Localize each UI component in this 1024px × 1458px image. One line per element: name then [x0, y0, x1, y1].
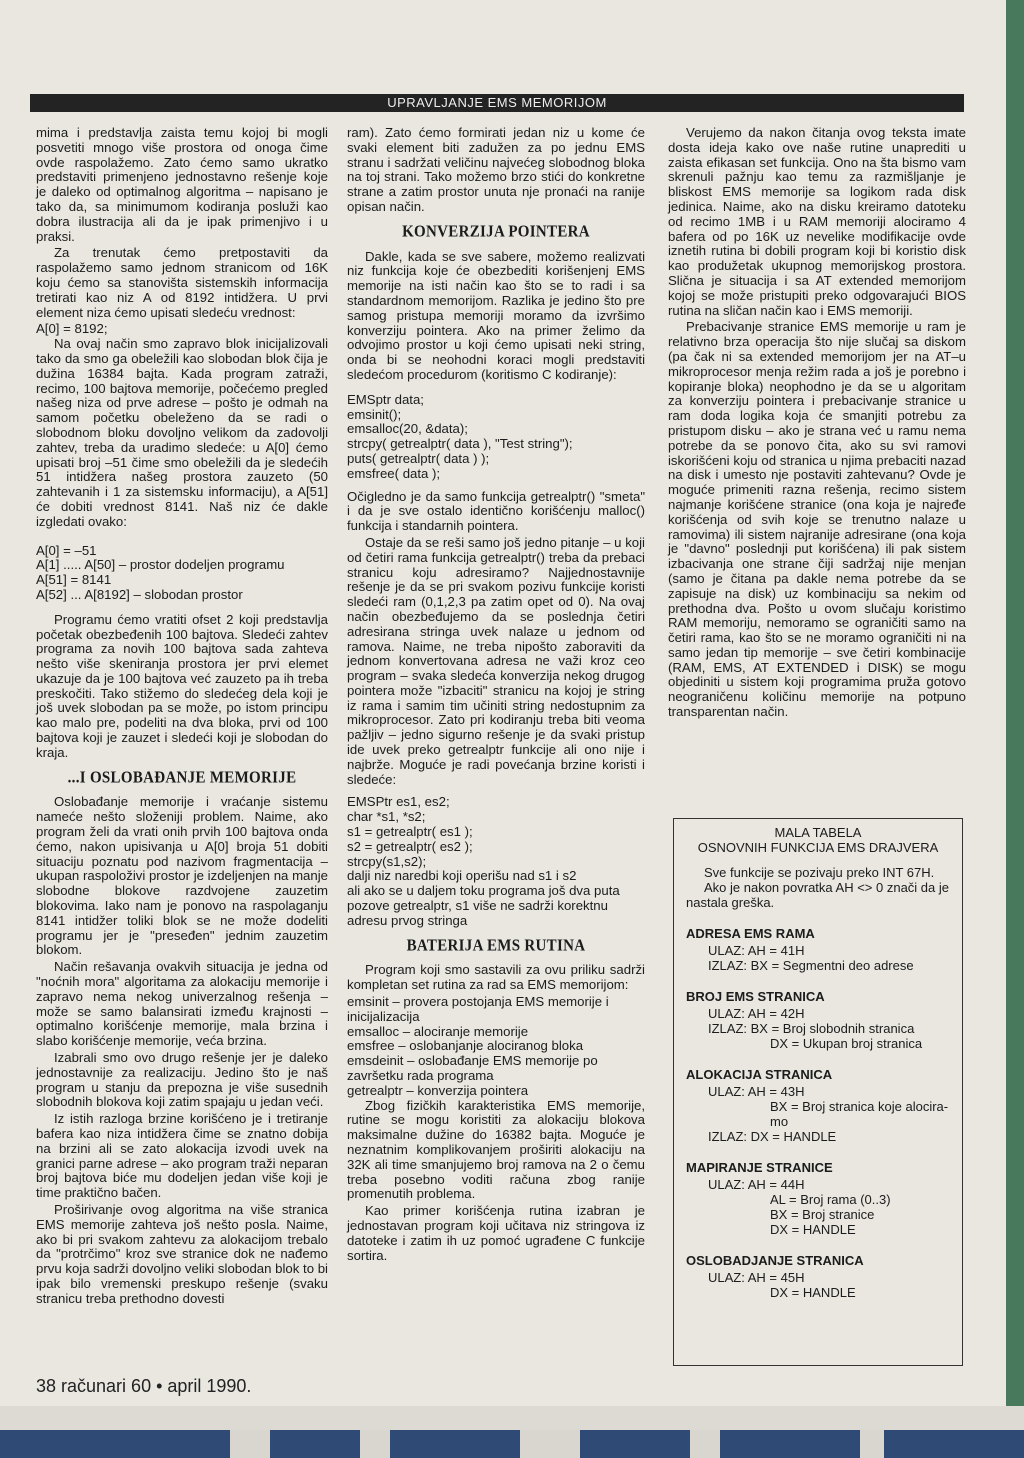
paragraph: Programu ćemo vratiti ofset 2 koji predstavlja početak obezbeđenih 100 bajtova. Sledeći zahtev programa za novih 100 bajtova sada zahteva nešto više skeniranja prostora jer prvi elemet ukazuje da je 100 bajtova već zauzeto pa ih treba preskočiti. Tako stižemo do sledećeg dela koji je još uvek slobodan pa se može, po istom principu kao malo pre, podeliti na dva bloka, prvi od 100 bajtova koji je zauzet i sledeći koji je slobodan do kraja. [36, 611, 328, 760]
code-line: s2 = getrealptr( es2 ); [347, 838, 473, 854]
section-header: UPRAVLJANJE EMS MEMORIJOM [30, 94, 964, 112]
page-edge-strip [1006, 0, 1024, 1458]
paragraph: Očigledno je da samo funkcija getrealptr() "smeta" i da je sve ostalo identično korišćenju malloc() funkcija i standarnih pointera. [347, 488, 645, 534]
box-line: BX = Broj stranice [770, 1207, 875, 1222]
box-heading: BROJ EMS STRANICA [686, 989, 825, 1004]
paragraph: Proširivanje ovog algoritma na više stranica EMS memorije zahteva još nešto posla. Naime, ako bi pri svakom zahtevu za alokacijom trebalo da "protrčimo" kroz sve stranice dok ne nađemo prvu koja sadrži dovoljno veliki slobodan blok to bi ipak bilo vremenski preskupo rešenje (svaku stranicu treba prethodno dovesti [36, 1201, 328, 1306]
section-heading: BATERIJA EMS RUTINA [406, 936, 586, 955]
box-line: IZLAZ: DX = HANDLE [708, 1129, 837, 1144]
box-heading: ADRESA EMS RAMA [686, 926, 815, 941]
code-line: puts( getrealptr( data ) ); [347, 450, 490, 466]
code-line: emsinit(); [347, 406, 402, 422]
paragraph: Dakle, kada se sve sabere, možemo realizvati niz funkcija koje će obezbediti korišenjenj EMS memorije na isti način kao što se to radi i sa standardnom memorijom. Razlika je jedino što pre samog pristupa memoriji moramo da izvršimo konverziju pointera. Ako na primer želimo da odvojimo prostor u koji ćemo upisati neki string, onda bi se neohodni koraci mogli predstaviti sledećom procedurom (koritismo C kodiranje): [347, 248, 645, 382]
code-line: A[1] ..... A[50] – prostor dodeljen programu [36, 557, 285, 573]
box-heading: OSLOBADJANJE STRANICA [686, 1253, 864, 1268]
box-line: ULAZ: AH = 45H [708, 1270, 805, 1285]
code-line: EMSPtr es1, es2; [347, 794, 450, 810]
code-line: A[0] = –51 [36, 542, 97, 558]
box-line: DX = HANDLE [770, 1285, 856, 1300]
box-line: mo [770, 1114, 789, 1129]
code-line: A[51] = 8141 [36, 572, 112, 588]
column-2 [347, 126, 645, 1265]
box-line: IZLAZ: BX = Segmentni deo adrese [708, 958, 914, 973]
column-3 [668, 126, 966, 722]
box-line: AL = Broj rama (0..3) [770, 1192, 891, 1207]
section-heading: ...I OSLOBAĐANJE MEMORIJE [67, 768, 297, 787]
code-line: EMSptr data; [347, 391, 424, 407]
box-line: DX = Ukupan broj stranica [770, 1036, 923, 1051]
section-heading: KONVERZIJA POINTERA [402, 222, 590, 241]
column-1 [36, 126, 328, 1309]
code-line: A[0] = 8192; [36, 321, 108, 337]
code-line: emsinit – provera postojanja EMS memorije i inicijalizacija [347, 994, 609, 1024]
box-line: ULAZ: AH = 44H [708, 1177, 805, 1192]
box-line: BX = Broj stranica koje alocira- [770, 1099, 949, 1114]
paragraph: Iz istih razloga brzine korišćeno je i tretiranje bafera kao niza intidžera čime se znatno dobija na brzini ali se zato alokacija izvodi uvek na granici parne adrese – ako program traži neparan broj bajtova biće mu dodeljen jedan više koji je time praktično bačen. [36, 1111, 328, 1201]
box-paragraph: Ako je nakon povratka AH <> 0 znači da je nastala greška. [686, 880, 949, 910]
paragraph: Kao primer korišćenja rutina izabran je jednostavan program koji učitava niz stringova iz datoteke i zatim ih uz pomoć ugrađene C funkcije sortira. [347, 1203, 645, 1263]
code-line: char *s1, *s2; [347, 809, 426, 825]
code-line: emsdeinit – oslobađanje EMS memorije po završetku rada programa [347, 1053, 598, 1084]
code-line: emsalloc – alociranje memorije [347, 1023, 529, 1039]
code-line: A[52] ... A[8192] – slobodan prostor [36, 586, 243, 602]
paragraph: Oslobađanje memorije i vraćanje sistemu nameće nešto složeniji problem. Naime, ako program želi da vrati onih prvih 100 bajtova onda ćemo, nakon upisivanja u A[0] broja 51 dobiti situaciju poznatu pod nazivom fragmentacija – ukupan raspoloživi prostor je izdeljenjen na manje slobodne blokove razdvojene zauzetim blokovima. Iako nam je ponovo na raspolaganju 8141 intidžer toliki blok se ne može dodeliti programu jer je "preseđen" jednim zauzetim blokom. [36, 794, 328, 958]
code-line: ali ako se u daljem toku programa još dva puta pozove getrealptr, s1 više ne sadrži korektnu adresu prvog stringa [347, 883, 620, 928]
box-heading: MAPIRANJE STRANICE [686, 1160, 833, 1175]
box-subtitle: OSNOVNIH FUNKCIJA EMS DRAJVERA [697, 840, 939, 855]
paragraph: mima i predstavlja zaista temu kojoj bi mogli posvetiti mnogo više prostora od onoga čime ovde raspolažemo. Zato ćemo samo ukratko predstaviti primenjeno jednostavno rešenje koje je daleko od optimalnog algoritma – napisano je tako da, sa minimumom kodiranja posluži kao dobra ilustracija ali da je ipak primenjivo i u praksi. [36, 125, 328, 244]
box-line: ULAZ: AH = 41H [708, 943, 805, 958]
paragraph: Na ovaj način smo zapravo blok inicijalizovali tako da smo ga obeležili kao slobodan blok čija je dužina 16384 bajta. Kada program zatraži, recimo, 100 bajtova memorije, počećemo pregled našeg niza od prve adrese – pošto je odmah na samom početku obeleženo da se radi o slobodnom bloku dovoljno velikom da zadovolji zahtev, treba da uradimo sledeće: u A[0] ćemo upisati broj –51 čime smo obeležili da je sledećih 51 intidžera našeg prostora zauzeto (50 zahtevanih i 1 za sistemsku informaciju), a A[51] će dobiti vrednost 8141. Naš niz će dakle izgledati ovako: [36, 336, 328, 529]
paragraph: Program koji smo sastavili za ovu priliku sadrži kompletan set rutina za rad sa EMS memorijom: [347, 962, 645, 993]
paragraph: Izabrali smo ovo drugo rešenje jer je daleko jednostavnije za realizaciju. Jedino što je naš program u stanju da prepozna je više susednih slobodnih blokova koji zatim spajaju u jedan veći. [36, 1050, 328, 1110]
page-footer: 38 računari 60 • april 1990. [36, 1376, 252, 1396]
code-line: s1 = getrealptr( es1 ); [347, 824, 473, 840]
box-line: ULAZ: AH = 43H [708, 1084, 805, 1099]
code-line: emsalloc(20, &data); [347, 421, 468, 437]
code-line: getrealptr – konverzija pointera [347, 1082, 529, 1098]
page-bottom-band [0, 1430, 1024, 1458]
paragraph: Prebacivanje stranice EMS memorije u ram je relativno brza operacija što nije slučaj sa diskom (pa čak ni sa extended memorijom jer na AT–u mikroprocesor menja režim rada a još je porebno i kopiranje bloka) neophodno je da se u algoritam za konverziju pointera i prebacivanje stranice u ram doda logika koja će smanjiti potrebu za pristupom disku – ako je strana već u ramu nema potrebe da se ponovo čita, ako su svi ramovi iskorišćeni koju od stranica u njima prebaciti nazad na disk i umesto nje postaviti zahtevanu? Ovde je moguće primeniti razna rešenja, recimo sistem najmanje korišćene stranice (ona koja je najređe korišćenja od svih koje se trenutno nalaze u ramovima) ili sistem najranije adresirane (ona koja je "davno" poslednji put korišćena) ili pak sistem izbacivanja one strane čiji sadržaj nije menjan (samo je čitana pa dakle nema potrebe da se zapisuje na disk) uz kombinaciju sa nekim od prethodna dva. Pošto u ovom slučaju koristimo RAM memoriju, nemoramo se ograničiti samo na četiri rama, kao što se ne moramo ograničiti ni na samo jedan tip memorije – sve četiri kombinacije (RAM, EMS, AT EXTENDED i DISK) se mogu objediniti u sistem koji programima pruža gotovo neograničenu količinu memorije na potpuno transparentan način. [668, 319, 966, 720]
paragraph: Verujemo da nakon čitanja ovog teksta imate dosta ideja kako ove naše rutine unaprediti u zaista efikasan set funkcija. Ono na šta bismo vam skrenuli pažnju kao temu za razmišljanje je bliskost EMS memorije sa logikom rada disk jedinica. Naime, ako na disku kreiramo datoteku od recimo 1MB i u RAM memoriji alociramo 4 bafera od po 16K uz nevelike modifikacije ovde iznetih rutina bi dobili program koji bi koristio disk kao produžetak ukupnog memorijskog prostora. Slična je situacija i sa AT extended memorijom kojoj se može pristupiti preko odgovarajući BIOS rutina na sličan način kao i EMS memoriji. [668, 125, 966, 318]
code-line: emsfree – oslobanjanje alociranog bloka [347, 1038, 584, 1054]
function-table-box [673, 818, 963, 1366]
box-line: IZLAZ: BX = Broj slobodnih stranica [708, 1021, 915, 1036]
paragraph: Za trenutak ćemo pretpostaviti da raspolažemo samo jednom stranicom od 16K koju ćemo sa stanovišta sistemskih informacija tretirati kao niz A od 8192 intidžera. U prvi element niza ćemo upisati sledeću vrednost: [36, 245, 328, 320]
box-title: MALA TABELA [774, 825, 862, 840]
paragraph: ram). Zato ćemo formirati jedan niz u kome će svaki element biti zadužen za po jednu EMS stranu i sadržati veličinu najvećeg slobodnog bloka na toj strani. Tako možemo brzo stići do konkretne strane a zatim prostor unuta nje pronaći na ranije opisan način. [347, 125, 645, 214]
box-line: DX = HANDLE [770, 1222, 856, 1237]
box-paragraph: Sve funkcije se pozivaju preko INT 67H. [704, 865, 935, 880]
paragraph: Ostaje da se reši samo još jedno pitanje – u koji od četiri rama funkcija getrealptr() treba da prebaci stranicu koju adresiramo? Najjednostavnije rešenje je da se pri svakom pozivu funkcije koristi sledeći ram (0,1,2,3 pa zatim opet od 0). Na ovaj način obezbeđujemo da se poslednja četiri adresirana stringa uvek nalaze u jednom od ramova. Naime, ne treba nipošto zaboraviti da jednom konvertovana adresa ne važi kroz ceo program – svaka sledeća konverzija nekog drugog pointera može "izbaciti" stranicu na kojoj je string iz rama i samim tim učiniti string nedostupnim za mikroprocesor. Zato pri kodiranju treba biti veoma pažljiv – jedno sigurno rešenje je da svaki pristup ide uvek preko getrealptr funkcije ali ono nije i najbrže. Moguće je radi povećanja brzine koristi i sledeće: [347, 534, 645, 787]
box-heading: ALOKACIJA STRANICA [686, 1067, 833, 1082]
paragraph: Način rešavanja ovakvih situacija je jedna od "noćnih mora" algoritama za alokaciju memorije i zapravo nema nekog univerzalnog rešenja – može se samo balansirati između krajnosti – optimalno korišćenje memorije, mala brzina i slabo korišćenje memorije, veća brzina. [36, 959, 328, 1049]
paragraph: Zbog fizičkih karakteristika EMS memorije, rutine se mogu koristiti za alokaciju blokova maksimalne dužine do 16382 bajta. Moguće je neznatnim komplikovanjem proširiti alokaciju na 32K ali time smanjujemo broj ramova na 2 o čemu treba posebno voditi računa zbog ranije promenutih problema. [347, 1097, 645, 1202]
code-line: strcpy(s1,s2); [347, 853, 427, 869]
code-line: strcpy( getrealptr( data ), "Test string"); [347, 436, 573, 452]
code-line: emsfree( data ); [347, 465, 441, 481]
code-line: dalji niz naredbi koji operišu nad s1 i s2 [347, 868, 577, 884]
box-line: ULAZ: AH = 42H [708, 1006, 805, 1021]
